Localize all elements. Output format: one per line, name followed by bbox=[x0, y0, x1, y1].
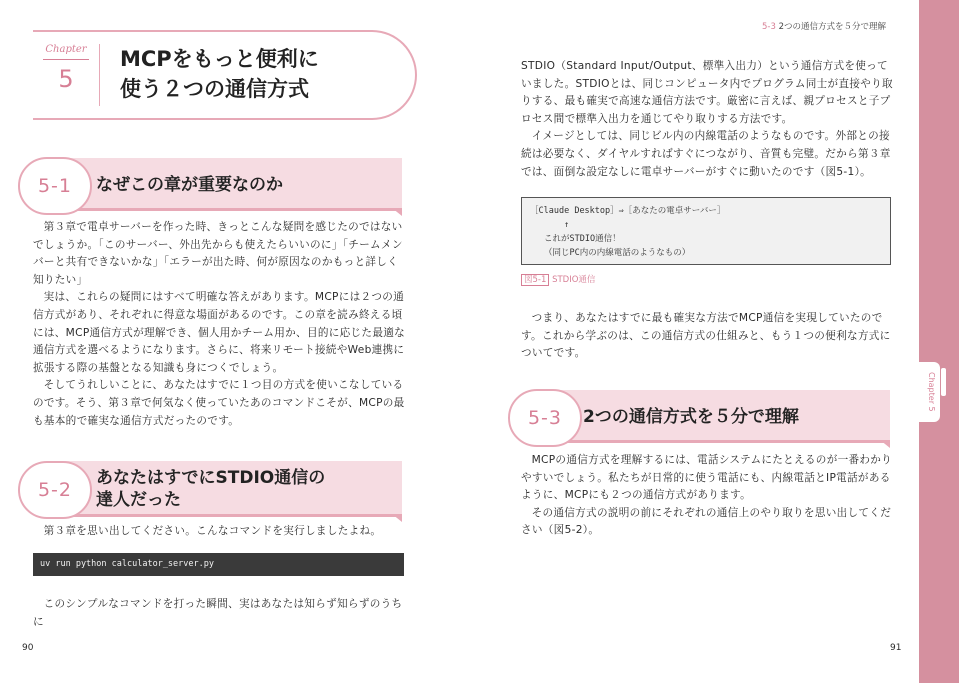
section-title: なぜこの章が重要なのか bbox=[96, 175, 283, 195]
paragraph: このシンプルなコマンドを打った瞬間、実はあなたは知らず知らずのうちに bbox=[33, 598, 403, 628]
chapter-title-line2: 使う２つの通信方式 bbox=[120, 77, 309, 101]
section-heading-tail bbox=[392, 208, 402, 216]
section-number-badge: 5-3 bbox=[508, 389, 582, 447]
diagram-line: ［Claude Desktop］⇒［あなたの電卓サーバー］ bbox=[530, 206, 726, 216]
paragraph: 第３章を思い出してください。こんなコマンドを実行しましたよね。 bbox=[43, 525, 382, 537]
paragraph: つまり、あなたはすでに最も確実な方法でMCP通信を実現していたのです。これから学ぶのは、この通信方式の仕組みと、もう１つの便利な方式についてです。 bbox=[521, 312, 891, 360]
running-header-num: 5-3 bbox=[762, 22, 776, 32]
paragraph: 第３章で電卓サーバーを作った時、きっとこんな疑問を感じたのではないでしょうか。「このサーバー、外出先からも使えたらいいのに」「チームメンバーと共有できないかな」「エラーが出た時、何が原因なのかもっと詳しく知りたい」 bbox=[33, 221, 403, 286]
section-number-badge: 5-2 bbox=[18, 461, 92, 519]
figure-caption bbox=[521, 273, 595, 285]
page-number-right: 91 bbox=[890, 643, 902, 653]
section-5-2-continue bbox=[33, 596, 405, 631]
section-title: 2つの通信方式を５分で理解 bbox=[583, 407, 799, 427]
side-tab-text: Chapter 5 bbox=[927, 372, 936, 412]
paragraph: MCPの通信方式を理解するには、電話システムにたとえるのが一番わかりやすいでしょう。私たちが日常的に使う電話にも、内線電話とIP電話があるように、MCPにも２つの通信方式があります。 bbox=[521, 454, 893, 502]
running-header-title: 2つの通信方式を５分で理解 bbox=[778, 22, 887, 32]
paragraph: STDIO（Standard Input/Output、標準入出力）という通信方式を使っていました。STDIOとは、同じコンピュータ内でプログラム同士が直接やり取りする、最も確実で高速な通信方法です。厳密に言えば、親プロセスと子プロセス間で標準入出力を通じてやり取りする方法です。 bbox=[521, 60, 893, 125]
chapter-label: Chapter bbox=[45, 44, 87, 55]
section-heading-tail bbox=[392, 514, 402, 522]
section-5-3-body bbox=[521, 452, 893, 540]
right-page-after-figure bbox=[521, 310, 893, 363]
diagram-arrow: ↑ bbox=[564, 220, 570, 230]
side-tab-marker bbox=[941, 368, 946, 396]
chapter-header bbox=[33, 30, 415, 120]
diagram-line: （同じPC内の内線電話のようなもの） bbox=[544, 248, 691, 258]
paragraph: イメージとしては、同じビル内の内線電話のようなものです。外部との接続は必要なく、ダイヤルすればすぐにつながり、音質も完璧。だから第３章では、面倒な設定なしに電卓サーバーがすぐに動いたのです（図5-1）。 bbox=[521, 130, 891, 178]
section-number-badge: 5-1 bbox=[18, 157, 92, 215]
paragraph: 実は、これらの疑問にはすべて明確な答えがあります。MCPには２つの通信方式があり、それぞれに得意な場面があるのです。この章を読み終える頃には、MCP通信方式が理解でき、個人用かチーム用か、目的に応じた最適な通信方式を選べるようになります。さらに、将来リモート接続やWeb連携に拡張する際の基盤となる知識も身につくでしょう。 bbox=[33, 291, 405, 374]
section-title bbox=[96, 467, 325, 511]
section-heading-tail bbox=[880, 440, 890, 448]
right-page-body bbox=[521, 58, 893, 181]
running-header bbox=[762, 20, 886, 32]
chapter-number-block bbox=[33, 44, 99, 106]
figure-caption-text: STDIO通信 bbox=[552, 275, 596, 285]
figure-label: 図5-1 bbox=[521, 274, 549, 286]
diagram-line: これがSTDIO通信！ bbox=[544, 234, 621, 244]
figure-diagram-box bbox=[521, 197, 891, 265]
chapter-title-line1: MCPをもっと便利に bbox=[120, 47, 319, 71]
chapter-side-tab bbox=[919, 0, 959, 683]
section-5-2-intro bbox=[33, 523, 405, 541]
code-text: uv run python calculator_server.py bbox=[40, 559, 214, 569]
chapter-title bbox=[120, 44, 319, 104]
section-title-line2: 達人だった bbox=[96, 490, 181, 510]
section-5-1-body bbox=[33, 219, 405, 430]
paragraph: そしてうれしいことに、あなたはすでに１つ目の方式を使いこなしているのです。そう、第３章で何気なく使っていたあのコマンドこそが、MCPの最も基本的で確実な通信方式だったのです。 bbox=[33, 379, 405, 427]
paragraph: その通信方式の説明の前にそれぞれの通信上のやり取りを思い出してください（図5-2）。 bbox=[521, 506, 892, 537]
page-number-left: 90 bbox=[22, 643, 34, 653]
chapter-number: 5 bbox=[58, 65, 74, 93]
code-block bbox=[33, 553, 404, 576]
section-title-line1: あなたはすでにSTDIO通信の bbox=[96, 468, 326, 488]
